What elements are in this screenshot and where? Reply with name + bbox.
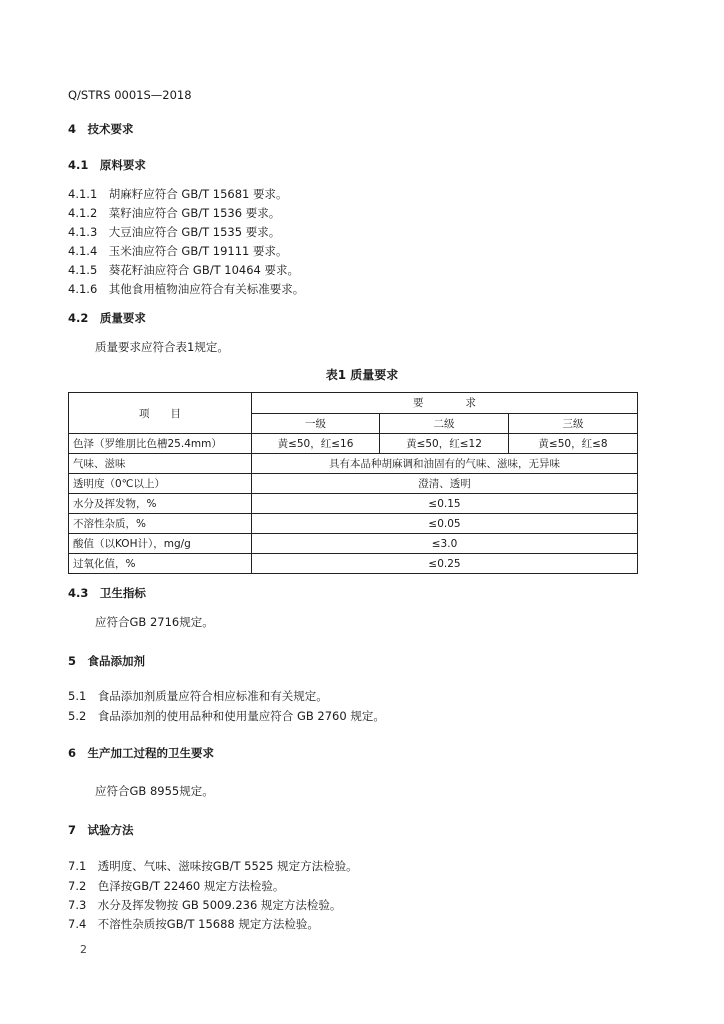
section-4-2-text: 质量要求应符合表1规定。: [95, 340, 229, 354]
header-grade-2: 二级: [380, 413, 509, 434]
row-value: ≤0.05: [252, 514, 638, 534]
quality-table: [68, 392, 638, 574]
section-4-3-text: 应符合GB 2716规定。: [95, 615, 214, 629]
section-7-heading: 7 试验方法: [68, 823, 134, 837]
clause-5-1: 5.1 食品添加剂质量应符合相应标准和有关规定。: [68, 689, 328, 703]
row-value: ≤0.15: [252, 494, 638, 514]
row-item: 过氧化值，%: [69, 554, 252, 574]
row-grade-3-value: 黄≤50，红≤8: [509, 434, 638, 454]
table-row: [69, 454, 638, 474]
row-item: 透明度（0℃以上）: [69, 474, 252, 494]
clause-4-1-4: 4.1.4 玉米油应符合 GB/T 19111 要求。: [68, 244, 288, 258]
page-number: 2: [80, 943, 87, 956]
table-row: [69, 514, 638, 534]
section-4-1-heading: 4.1 原料要求: [68, 158, 146, 172]
section-4-3-heading: 4.3 卫生指标: [68, 586, 146, 600]
clause-4-1-5: 4.1.5 葵花籽油应符合 GB/T 10464 要求。: [68, 263, 300, 277]
clause-4-1-1: 4.1.1 胡麻籽应符合 GB/T 15681 要求。: [68, 187, 288, 201]
header-grade-3: 三级: [509, 413, 638, 434]
row-value: ≤3.0: [252, 534, 638, 554]
section-4-heading: 4 技术要求: [68, 122, 134, 136]
row-value: ≤0.25: [252, 554, 638, 574]
row-item: 色泽（罗维朋比色槽25.4mm）: [69, 434, 252, 454]
clause-4-1-2: 4.1.2 菜籽油应符合 GB/T 1536 要求。: [68, 206, 281, 220]
section-6-heading: 6 生产加工过程的卫生要求: [68, 746, 215, 760]
row-grade-2-value: 黄≤50，红≤12: [380, 434, 509, 454]
row-value: 澄清、透明: [252, 474, 638, 494]
clause-7-1: 7.1 透明度、气味、滋味按GB/T 5525 规定方法检验。: [68, 859, 358, 873]
row-grade-1-value: 黄≤50，红≤16: [252, 434, 380, 454]
table-caption: 表1 质量要求: [325, 368, 399, 382]
row-item: 酸值（以KOH计），mg/g: [69, 534, 252, 554]
row-item: 水分及挥发物，%: [69, 494, 252, 514]
table-row: [69, 534, 638, 554]
section-6-text: 应符合GB 8955规定。: [95, 784, 214, 798]
clause-4-1-6: 4.1.6 其他食用植物油应符合有关标准要求。: [68, 282, 305, 296]
table-row: [69, 434, 638, 454]
clause-7-3: 7.3 水分及挥发物按 GB 5009.236 规定方法检验。: [68, 898, 342, 912]
header-grade-1: 一级: [252, 413, 380, 434]
section-5-heading: 5 食品添加剂: [68, 654, 146, 668]
section-4-2-heading: 4.2 质量要求: [68, 311, 146, 325]
table-row: [69, 554, 638, 574]
clause-5-2: 5.2 食品添加剂的使用品种和使用量应符合 GB 2760 规定。: [68, 709, 385, 723]
table-row: [69, 494, 638, 514]
row-item: 气味、滋味: [69, 454, 252, 474]
table-row: [69, 474, 638, 494]
clause-7-4: 7.4 不溶性杂质按GB/T 15688 规定方法检验。: [68, 917, 319, 931]
clause-7-2: 7.2 色泽按GB/T 22460 规定方法检验。: [68, 879, 285, 893]
clause-4-1-3: 4.1.3 大豆油应符合 GB/T 1535 要求。: [68, 225, 281, 239]
header-item: 项 目: [69, 393, 252, 434]
header-requirement: 要 求: [252, 393, 638, 414]
row-value: 具有本品种胡麻调和油固有的气味、滋味，无异味: [252, 454, 638, 474]
document-code: Q/STRS 0001S—2018: [68, 88, 192, 102]
table-header-row: [69, 393, 638, 414]
row-item: 不溶性杂质，%: [69, 514, 252, 534]
